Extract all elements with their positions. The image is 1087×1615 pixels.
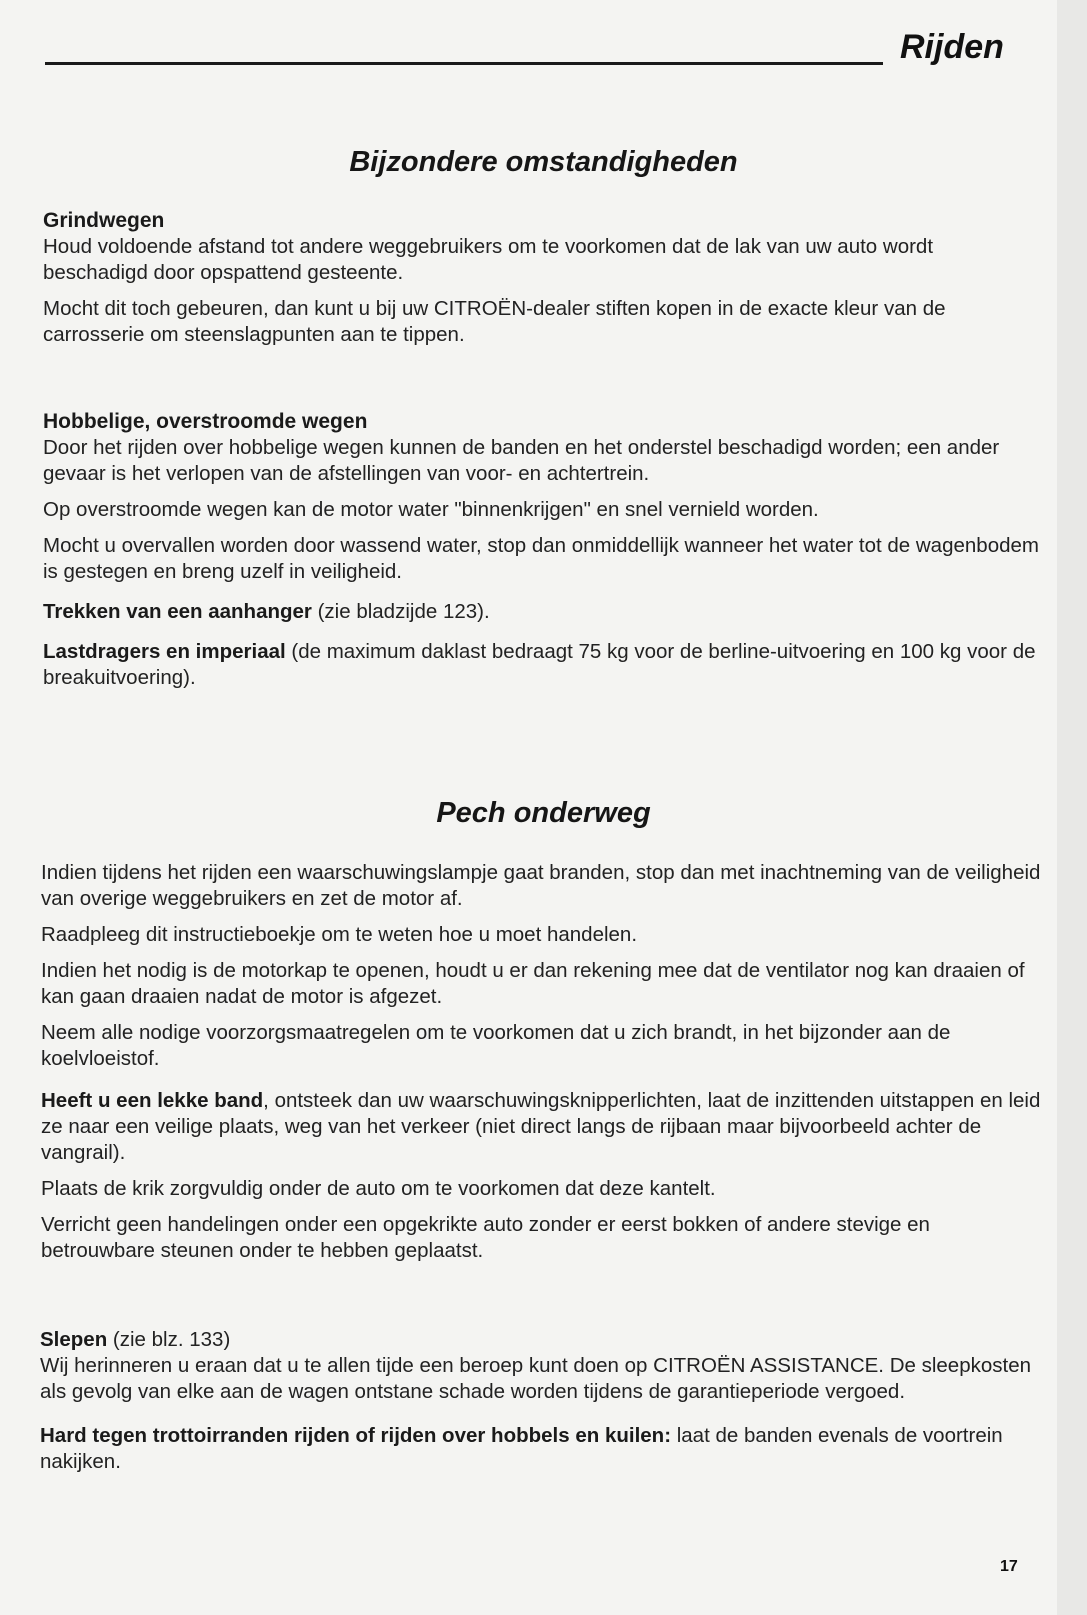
pech-paragraph-3: Indien het nodig is de motorkap te openen, houdt u er dan rekening mee dat de ventilator nog kan draaien of kan gaan draaien nadat de motor is afgezet. xyxy=(41,959,1025,1008)
trekken-paragraph xyxy=(43,599,1043,625)
slepen-bold-label: Slepen xyxy=(40,1328,108,1351)
section-title-bijzondere-omstandigheden: Bijzondere omstandigheden xyxy=(349,146,738,178)
hobbelige-heading: Hobbelige, overstroomde wegen xyxy=(43,410,368,433)
trekken-bold-label: Trekken van een aanhanger xyxy=(43,600,312,623)
lekke-band-bold-label: Heeft u een lekke band xyxy=(41,1089,264,1112)
grindwegen-block xyxy=(43,208,1043,358)
grindwegen-paragraph-2: Mocht dit toch gebeuren, dan kunt u bij uw CITROËN-dealer stiften kopen in de exacte kleur van de carrosserie om steenslagpunten aan te tippen. xyxy=(43,297,946,346)
pech-paragraph-1: Indien tijdens het rijden een waarschuwingslampje gaat branden, stop dan met inachtneming van de veiligheid van overige weggebruikers en zet de motor af. xyxy=(41,861,1041,910)
lastdragers-bold-label: Lastdragers en imperiaal xyxy=(43,640,286,663)
header-rule xyxy=(45,62,883,65)
slepen-block xyxy=(40,1327,1040,1485)
hobbelige-paragraph-1: Door het rijden over hobbelige wegen kunnen de banden en het onderstel beschadigd worden; een ander gevaar is het verlopen van de afstellingen van voor- en achtertrein. xyxy=(43,436,1000,485)
trekken-text: (zie bladzijde 123). xyxy=(311,600,490,623)
hard-bold-label: Hard tegen trottoirranden rijden of rijden over hobbels en kuilen: xyxy=(40,1424,672,1447)
grindwegen-paragraph-1: Houd voldoende afstand tot andere weggebruikers om te voorkomen dat de lak van uw auto wordt beschadigd door opspattend gesteente. xyxy=(43,235,934,284)
slepen-reference: (zie blz. 133) xyxy=(107,1328,231,1351)
pech-block xyxy=(41,860,1041,1274)
lekke-band-paragraph xyxy=(41,1088,1041,1166)
section-title-pech-onderweg: Pech onderweg xyxy=(436,797,651,829)
lastdragers-text: (de maximum daklast bedraagt 75 kg voor de berline-uitvoering en 100 kg voor de breakuitvoering). xyxy=(43,640,1036,689)
pech-paragraph-6: Verricht geen handelingen onder een opgekrikte auto zonder er eerst bokken of andere stevige en betrouwbare steunen onder te hebben geplaatst. xyxy=(41,1213,930,1262)
grindwegen-heading: Grindwegen xyxy=(43,209,165,232)
hobbelige-paragraph-3: Mocht u overvallen worden door wassend water, stop dan onmiddellijk wanneer het water tot de wagenbodem is gestegen en breng uzelf in veiligheid. xyxy=(43,534,1039,583)
hard-text: laat de banden evenals de voortrein nakijken. xyxy=(40,1424,1003,1473)
lekke-band-text: , ontsteek dan uw waarschuwingsknipperlichten, laat de inzittenden uitstappen en leid ze naar een veilige plaats, weg van het verkeer (niet direct langs de rijbaan maar bijvoorbeeld achter de vangrail). xyxy=(41,1089,1041,1164)
slepen-heading xyxy=(40,1327,1040,1353)
slepen-paragraph: Wij herinneren u eraan dat u te allen tijde een beroep kunt doen op CITROËN ASSISTANCE. De sleepkosten als gevolg van elke aan de wagen ontstane schade worden tijdens de garantieperiode vergoed. xyxy=(40,1354,1032,1403)
hobbelige-block xyxy=(43,409,1043,701)
hobbelige-paragraph-2: Op overstroomde wegen kan de motor water "binnenkrijgen" en snel vernield worden. xyxy=(43,498,819,521)
hard-paragraph xyxy=(40,1423,1040,1475)
page-number: 17 xyxy=(1000,1558,1018,1575)
pech-paragraph-5: Plaats de krik zorgvuldig onder de auto om te voorkomen dat deze kantelt. xyxy=(41,1177,716,1200)
pech-paragraph-4: Neem alle nodige voorzorgsmaatregelen om te voorkomen dat u zich brandt, in het bijzonder aan de koelvloeistof. xyxy=(41,1021,951,1070)
pech-paragraph-2: Raadpleeg dit instructieboekje om te weten hoe u moet handelen. xyxy=(41,923,638,946)
chapter-title: Rijden xyxy=(900,28,1004,66)
lastdragers-paragraph xyxy=(43,639,1043,691)
